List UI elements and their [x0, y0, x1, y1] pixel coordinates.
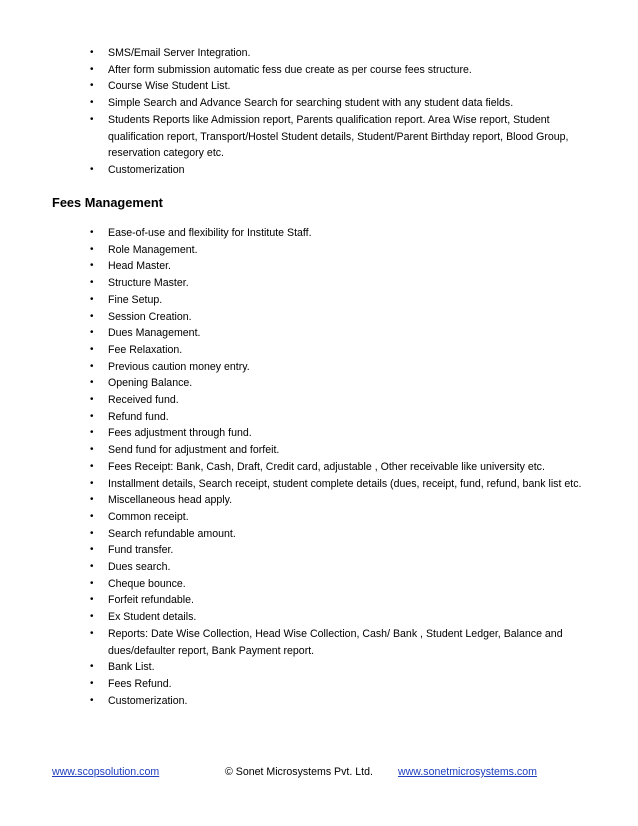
bullet-icon: • [90, 327, 94, 339]
list-item [88, 509, 598, 526]
list-item-text: Bank List. [108, 661, 155, 674]
list-item [88, 459, 598, 476]
list-item [88, 162, 598, 179]
list-item [88, 258, 598, 275]
list-item [88, 309, 598, 326]
list-item [88, 609, 598, 626]
list-item-text: Fees adjustment through fund. [108, 427, 252, 440]
bullet-icon: • [90, 47, 94, 58]
list-item [88, 526, 598, 543]
list-item [88, 62, 598, 79]
bullet-icon: • [90, 410, 94, 422]
bullet-icon: • [90, 627, 94, 639]
bullet-icon: • [90, 63, 94, 75]
list-item-text: Fine Setup. [108, 293, 163, 306]
list-item [88, 693, 598, 710]
bullet-icon: • [90, 527, 94, 539]
list-item [88, 476, 598, 493]
footer-left [52, 765, 159, 779]
list-item [88, 392, 598, 409]
list-item-text: Installment details, Search receipt, student complete details (dues, receipt, fund, refund, bank list etc. [108, 477, 582, 490]
list-item [88, 425, 598, 442]
bullet-icon: • [90, 343, 94, 355]
list-item [88, 626, 598, 659]
list-item [88, 542, 598, 559]
list-item [88, 359, 598, 376]
list-item-text: SMS/Email Server Integration. [108, 47, 251, 59]
bullet-icon: • [90, 577, 94, 589]
scopsolution-link[interactable]: www.scopsolution.com [52, 766, 160, 778]
bullet-icon: • [90, 227, 94, 238]
list-item-text: Dues Management. [108, 327, 201, 340]
bullet-icon: • [90, 477, 94, 489]
bullet-icon: • [90, 360, 94, 372]
list-item-text: Fund transfer. [108, 544, 174, 557]
list-item [88, 325, 598, 342]
list-item [88, 375, 598, 392]
list-item [88, 95, 598, 112]
section-heading-fees-management: Fees Management [52, 195, 163, 210]
bullet-icon: • [90, 460, 94, 472]
list-item-text: Students Reports like Admission report, Parents qualification report. Area Wise report, Student qualification report, Transport/Hostel Student details, Student/Parent Birthday report, Blood Group, reservation category etc. [108, 113, 569, 160]
list-item-text: Opening Balance. [108, 377, 193, 390]
bullet-icon: • [90, 611, 94, 623]
bullet-icon: • [90, 80, 94, 92]
bullet-icon: • [90, 310, 94, 322]
bullet-icon: • [90, 163, 94, 175]
bullet-icon: • [90, 494, 94, 506]
list-item-text: Customerization. [108, 694, 188, 707]
list-item-text: Fee Relaxation. [108, 343, 183, 356]
list-item-text: Session Creation. [108, 310, 192, 323]
bullet-icon: • [90, 97, 94, 109]
footer-right [398, 765, 537, 779]
list-item [88, 492, 598, 509]
bullet-icon: • [90, 694, 94, 706]
bullet-icon: • [90, 594, 94, 606]
list-item-text: Customerization [108, 163, 185, 176]
list-item [88, 242, 598, 259]
list-item [88, 112, 598, 162]
footer-copyright: © Sonet Microsystems Pvt. Ltd. [225, 766, 373, 778]
bullet-icon: • [90, 243, 94, 255]
list-item-text: Miscellaneous head apply. [108, 494, 233, 507]
list-item-text: Reports: Date Wise Collection, Head Wise Collection, Cash/ Bank , Student Ledger, Balance and dues/defaulter report, Bank Payment report. [108, 627, 563, 657]
list-item [88, 442, 598, 459]
bullet-icon: • [90, 544, 94, 556]
bullet-icon: • [90, 394, 94, 406]
bullet-icon: • [90, 561, 94, 573]
bullet-icon: • [90, 510, 94, 522]
list-item-text: Role Management. [108, 243, 198, 256]
list-item [88, 409, 598, 426]
list-item-text: Simple Search and Advance Search for searching student with any student data fields. [108, 97, 514, 110]
bullet-icon: • [90, 260, 94, 272]
sonetmicrosystems-link[interactable]: www.sonetmicrosystems.com [398, 766, 537, 778]
list-item-text: Dues search. [108, 561, 171, 574]
list-item-text: After form submission automatic fess due create as per course fees structure. [108, 63, 472, 76]
list-item [88, 292, 598, 309]
list-item-text: Ex Student details. [108, 611, 197, 624]
list-item-text: Previous caution money entry. [108, 360, 250, 373]
list-item [88, 659, 598, 676]
bullet-icon: • [90, 377, 94, 389]
list-item-text: Course Wise Student List. [108, 80, 231, 93]
bullet-icon: • [90, 661, 94, 673]
bullet-icon: • [90, 427, 94, 439]
list-item-text: Structure Master. [108, 277, 189, 290]
list-item-text: Head Master. [108, 260, 172, 273]
list-item-text: Fees Refund. [108, 677, 172, 690]
bullet-icon: • [90, 277, 94, 289]
bullet-icon: • [90, 293, 94, 305]
list-item [88, 592, 598, 609]
list-item [88, 676, 598, 693]
list-item [88, 78, 598, 95]
list-item [88, 275, 598, 292]
bullet-icon: • [90, 677, 94, 689]
intro-feature-list [88, 45, 598, 179]
list-item-text: Fees Receipt: Bank, Cash, Draft, Credit card, adjustable , Other receivable like university etc. [108, 460, 545, 473]
list-item-text: Cheque bounce. [108, 577, 186, 590]
list-item-text: Forfeit refundable. [108, 594, 194, 607]
list-item-text: Send fund for adjustment and forfeit. [108, 444, 280, 457]
list-item-text: Received fund. [108, 394, 179, 407]
list-item [88, 225, 598, 242]
list-item [88, 559, 598, 576]
list-item-text: Ease-of-use and flexibility for Institute Staff. [108, 227, 312, 239]
bullet-icon: • [90, 444, 94, 456]
list-item-text: Search refundable amount. [108, 527, 236, 540]
fees-feature-list [88, 225, 598, 709]
bullet-icon: • [90, 113, 94, 125]
list-item-text: Common receipt. [108, 510, 189, 523]
list-item [88, 576, 598, 593]
list-item [88, 342, 598, 359]
list-item-text: Refund fund. [108, 410, 169, 423]
list-item [88, 45, 598, 62]
